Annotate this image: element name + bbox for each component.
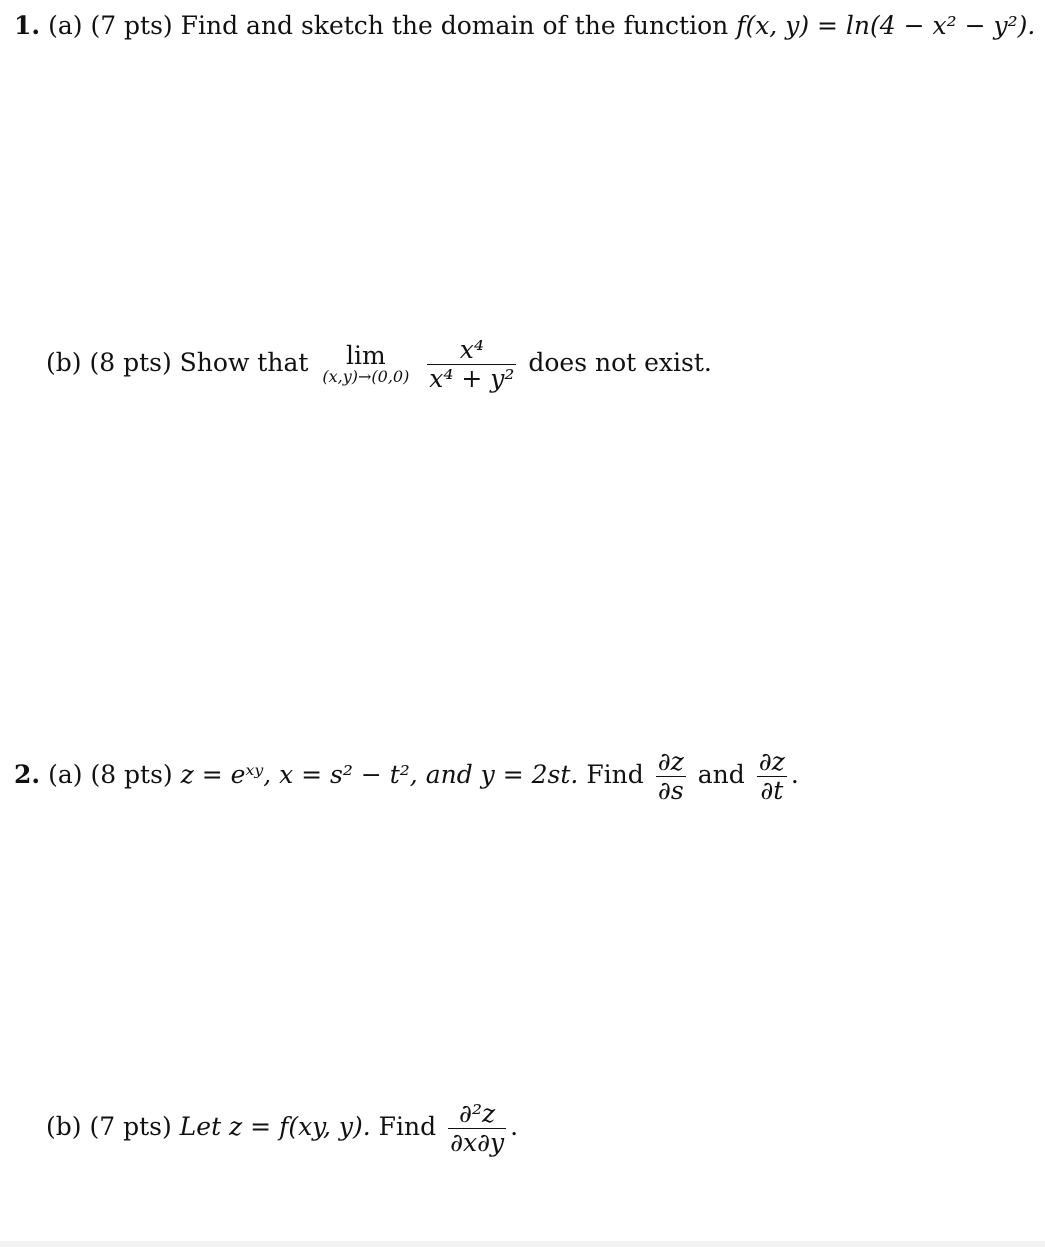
lim-subscript: (x,y)→(0,0) <box>322 366 410 386</box>
q1a-points: (7 pts) <box>90 11 173 40</box>
q2a-end: . <box>790 760 799 789</box>
limit-operator <box>322 340 410 386</box>
q1b-points: (8 pts) <box>89 348 172 377</box>
limit-denominator: x⁴ + y² <box>429 364 515 393</box>
q1b-text: Show that <box>179 348 309 377</box>
mixed-partial-denominator: ∂x∂y <box>450 1128 505 1157</box>
q1a-text: Find and sketch the domain of the function <box>180 11 729 40</box>
q1-number: 1. <box>14 11 41 40</box>
q2b-line <box>46 1100 518 1157</box>
lim-word: lim <box>345 340 386 370</box>
partial-z-t-numerator: ∂z <box>758 747 785 776</box>
q2a-and: and <box>697 760 745 789</box>
partial-z-s <box>656 748 686 805</box>
q2-number: 2. <box>14 760 41 789</box>
mixed-partial-numerator: ∂²z <box>448 1100 506 1129</box>
partial-z-t <box>757 748 787 805</box>
limit-numerator: x⁴ <box>427 336 516 365</box>
q1b-tail: does not exist. <box>528 348 712 377</box>
q1b-label: (b) <box>46 348 82 377</box>
q2a-find: Find <box>586 760 644 789</box>
q1a-label: (a) <box>48 11 83 40</box>
partial-z-s-denominator: ∂s <box>657 776 684 805</box>
q1b-line <box>46 336 712 393</box>
q2b-points: (7 pts) <box>89 1112 172 1141</box>
q2b-find: Find <box>378 1112 437 1141</box>
limit-fraction <box>427 336 516 393</box>
q2b-label: (b) <box>46 1112 82 1141</box>
mixed-partial <box>448 1100 506 1157</box>
partial-z-s-numerator: ∂z <box>657 747 684 776</box>
q2b-end: . <box>510 1112 519 1141</box>
q2a-line <box>14 748 799 805</box>
q2a-label: (a) <box>48 760 83 789</box>
q1a-formula: f(x, y) = ln(4 − x² − y²). <box>736 11 1036 40</box>
q2a-points: (8 pts) <box>90 760 173 789</box>
page-bottom-edge <box>0 1241 1045 1247</box>
q2a-formula: z = eˣʸ, x = s² − t², and y = 2st. <box>180 760 579 789</box>
partial-z-t-denominator: ∂t <box>760 776 784 805</box>
q1a-line <box>14 11 1035 41</box>
q2b-text: Let z = f(xy, y). <box>179 1112 371 1141</box>
